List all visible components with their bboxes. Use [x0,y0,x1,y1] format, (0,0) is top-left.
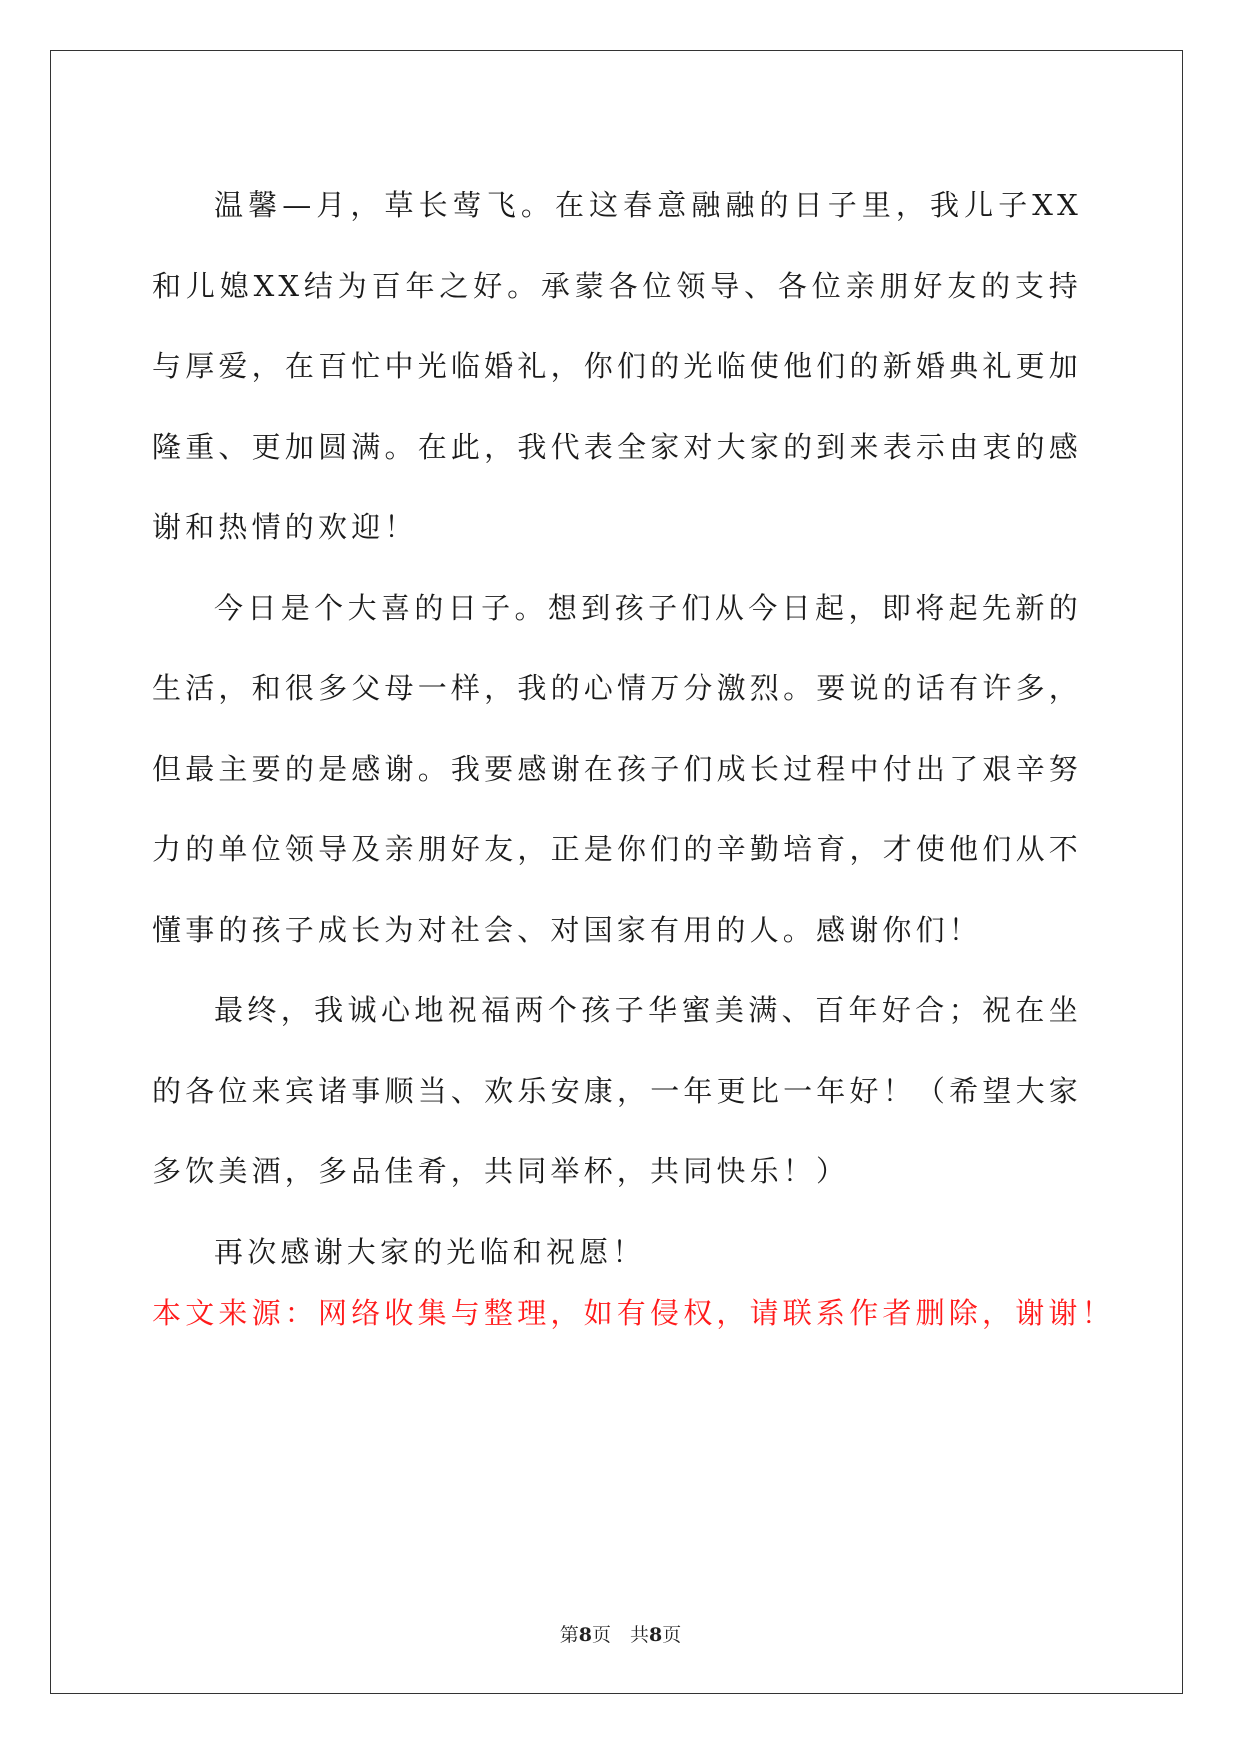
page-number-footer [0,1620,1241,1647]
paragraph-3: 最终，我诚心地祝福两个孩子华蜜美满、百年好合；祝在坐的各位来宾诸事顺当、欢乐安康，一年更比一年好！（希望大家多饮美酒，多品佳肴，共同举杯，共同快乐！） [152,993,1082,1188]
document-body [152,165,1082,1292]
paragraph-2: 今日是个大喜的日子。想到孩子们从今日起，即将起先新的生活，和很多父母一样，我的心情万分激烈。要说的话有许多，但最主要的是感谢。我要感谢在孩子们成长过程中付出了艰辛努力的单位领导及亲朋好友，正是你们的辛勤培育，才使他们从不懂事的孩子成长为对社会、对国家有用的人。感谢你们！ [152,590,1082,947]
paragraph-4: 再次感谢大家的光临和祝愿！ [214,1234,646,1269]
page-mid: 页 共 [591,1624,649,1646]
source-note: 本文来源：网络收集与整理，如有侵权，请联系作者删除，谢谢！ [152,1296,1115,1330]
page-suffix: 页 [662,1624,682,1646]
page-prefix: 第 [559,1624,579,1646]
page-total: 8 [649,1624,663,1646]
paragraph-1: 温馨—月，草长莺飞。在这春意融融的日子里，我儿子XX和儿媳XX结为百年之好。承蒙各位领导、各位亲朋好友的支持与厚爱，在百忙中光临婚礼，你们的光临使他们的新婚典礼更加隆重、更加圆满。在此，我代表全家对大家的到来表示由衷的感谢和热情的欢迎！ [152,188,1082,544]
page-current: 8 [578,1624,592,1646]
